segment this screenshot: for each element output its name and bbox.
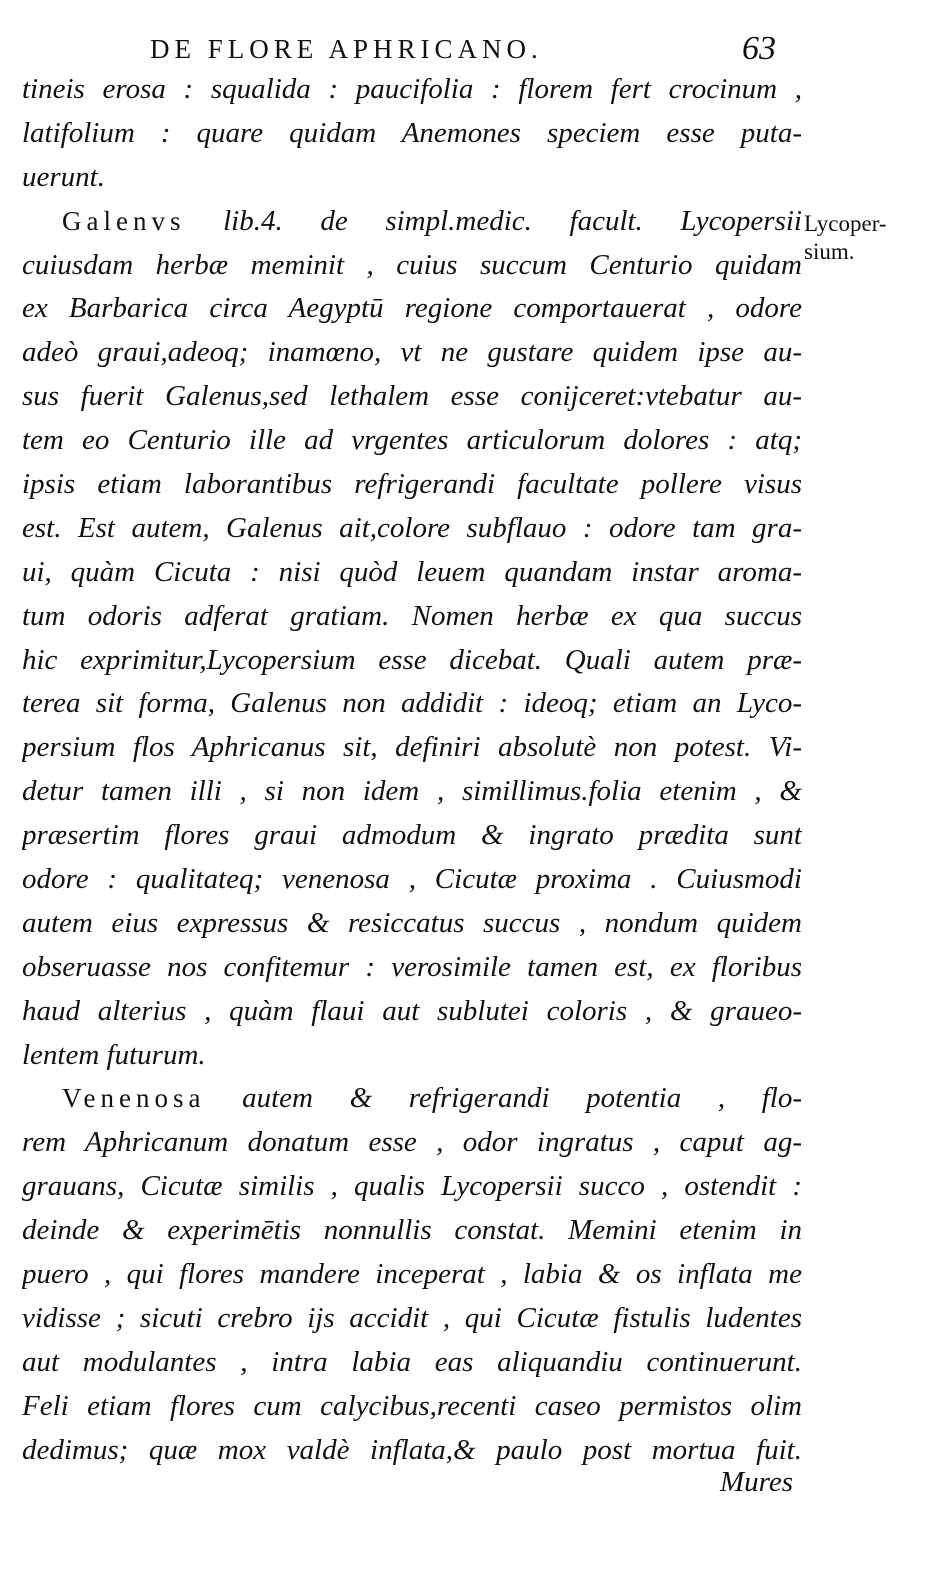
text-line: ex Barbarica circa Aegyptū regione comportauerat , odore — [22, 292, 802, 325]
margin-note-line: sium. — [804, 239, 855, 264]
page-number: 63 — [742, 30, 776, 67]
paragraph-lead-word: Venenosa — [62, 1083, 206, 1114]
margin-note-line: Lycoper- — [804, 211, 887, 236]
text-line: puero , qui flores mandere inceperat , labia & os inflata me — [22, 1258, 802, 1291]
paragraph-lead-word: Galenvs — [62, 205, 186, 236]
text-line: terea sit forma, Galenus non addidit : ideoq; etiam an Lyco- — [22, 687, 802, 720]
running-head: DE FLORE APHRICANO. — [150, 34, 543, 64]
text-line: tum odoris adferat gratiam. Nomen herbæ ex qua succus — [22, 599, 802, 632]
margin-note-lycopersium — [804, 210, 924, 266]
text-line: Feli etiam flores cum calycibus,recenti caseo permistos olim — [22, 1389, 802, 1422]
text-line: rem Aphricanum donatum esse , odor ingratus , caput ag- — [22, 1126, 802, 1159]
text-line: est. Est autem, Galenus ait,colore subflauo : odore tam gra- — [22, 511, 802, 544]
text-line: odore : qualitateq; venenosa , Cicutæ proxima . Cuiusmodi — [22, 863, 802, 896]
text-line: detur tamen illi , si non idem , simillimus.folia etenim , & — [22, 775, 802, 808]
text-line: uerunt. — [22, 160, 105, 193]
text-line: hic exprimitur,Lycopersium esse dicebat. Quali autem præ- — [22, 643, 802, 676]
page-header — [150, 28, 800, 68]
text-line: ipsis etiam laborantibus refrigerandi facultate pollere visus — [22, 468, 802, 501]
text-line: vidisse ; sicuti crebro ijs accidit , qui Cicutæ fistulis ludentes — [22, 1301, 802, 1334]
body-text — [22, 68, 802, 1473]
text-line: grauans, Cicutæ similis , qualis Lycopersii succo , ostendit : — [22, 1170, 802, 1203]
text-line-rest: lib.4. de simpl.medic. facult. Lycopersii — [185, 204, 802, 237]
text-line: aut modulantes , intra labia eas aliquandiu continuerunt. — [22, 1345, 802, 1378]
text-line: obseruasse nos confitemur : verosimile tamen est, ex floribus — [22, 950, 802, 983]
text-line: latifolium : quare quidam Anemones speciem esse puta- — [22, 116, 802, 149]
text-line: tineis erosa : squalida : paucifolia : florem fert crocinum , — [22, 73, 802, 105]
text-line: sus fuerit Galenus,sed lethalem esse conijceret:vtebatur au- — [22, 380, 802, 413]
catchword: Mures — [720, 1466, 794, 1498]
text-line: deinde & experimētis nonnullis constat. Memini etenim in — [22, 1214, 802, 1247]
text-line: tem eo Centurio ille ad vrgentes articulorum dolores : atq; — [22, 424, 802, 457]
text-line: autem eius expressus & resiccatus succus , nondum quidem — [22, 906, 802, 939]
text-line: ui, quàm Cicuta : nisi quòd leuem quandam instar aroma- — [22, 555, 802, 588]
paragraph-first-line — [22, 200, 802, 244]
text-line-rest: autem & refrigerandi potentia , flo- — [205, 1082, 802, 1115]
text-line: lentem futurum. — [22, 1038, 206, 1071]
paragraph-first-line — [22, 1077, 802, 1121]
text-line: haud alterius , quàm flaui aut sublutei coloris , & graueo- — [22, 994, 802, 1027]
text-line: adeò graui,adeoq; inamœno, vt ne gustare quidem ipse au- — [22, 336, 802, 369]
text-line: persium flos Aphricanus sit, definiri absolutè non potest. Vi- — [22, 731, 802, 764]
text-line: dedimus; quæ mox valdè inflata,& paulo post mortua fuit. — [22, 1433, 802, 1466]
text-line: præsertim flores graui admodum & ingrato prædita sunt — [22, 819, 802, 852]
text-line: cuiusdam herbæ meminit , cuius succum Centurio quidam — [22, 248, 802, 281]
